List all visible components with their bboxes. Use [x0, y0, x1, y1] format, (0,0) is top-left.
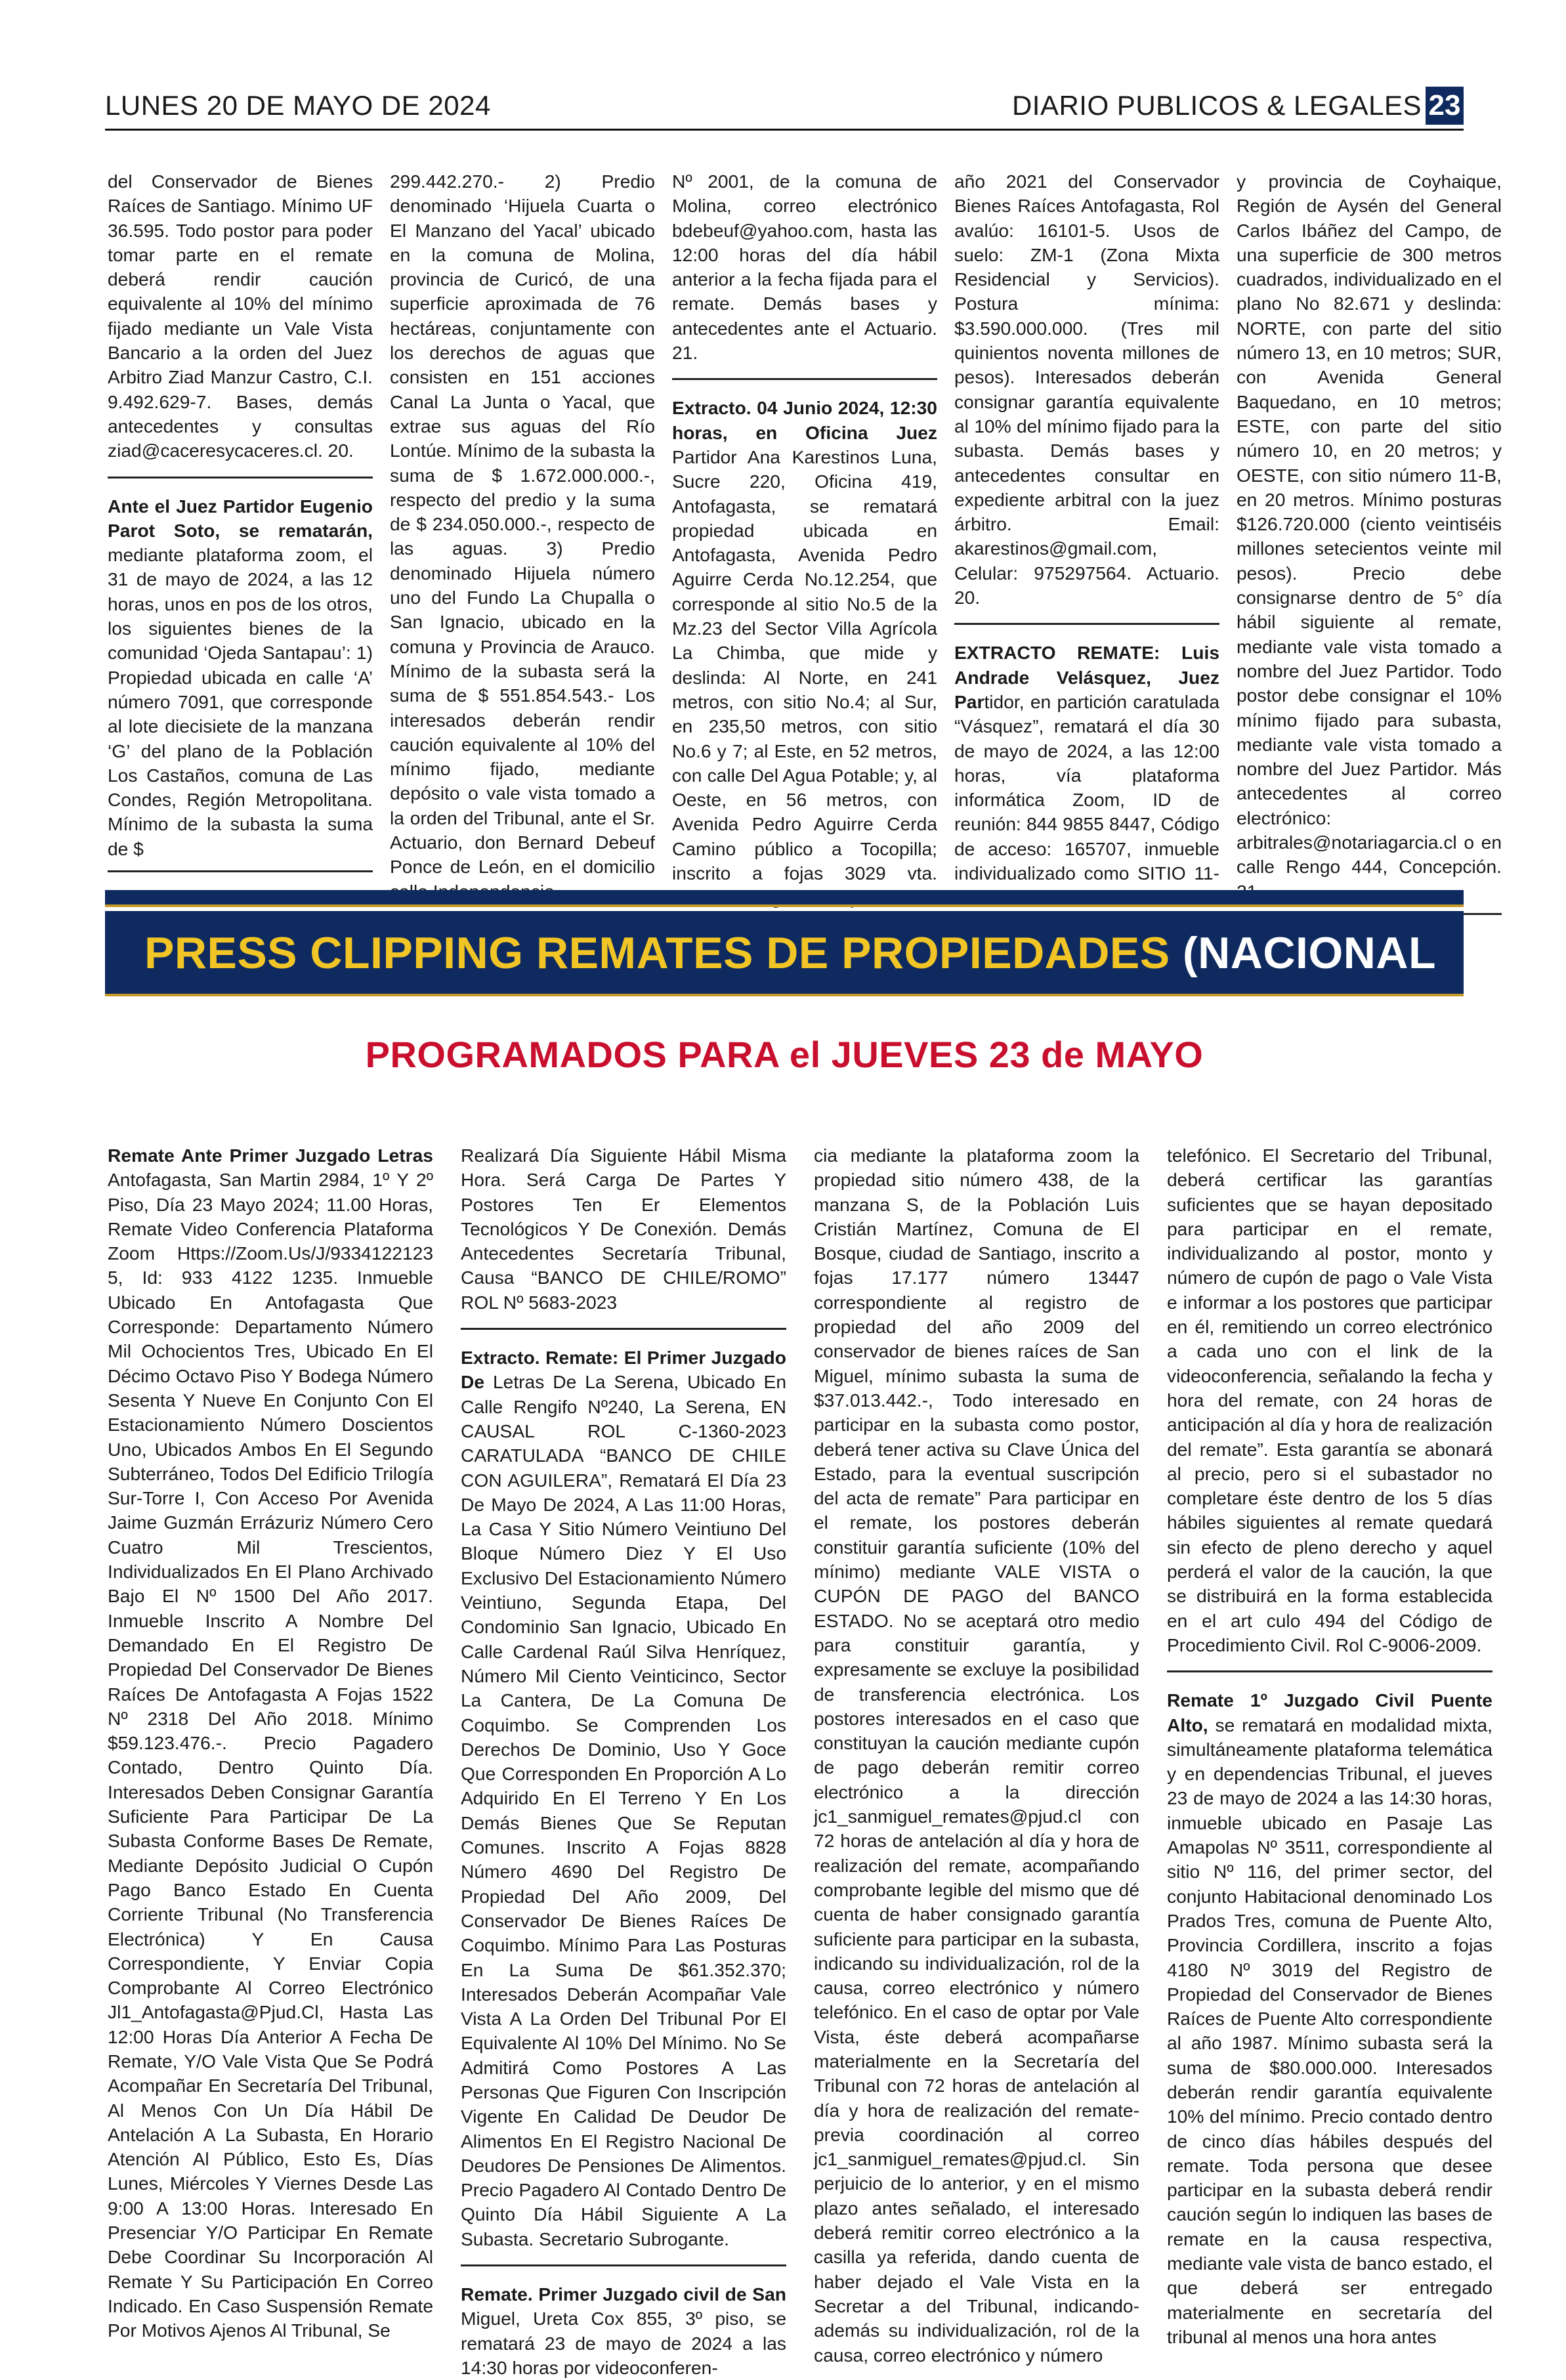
page-header	[105, 87, 1464, 125]
bottom-column-2	[461, 1143, 786, 2380]
notice-heading: Remate. Primer Juzgado civil de San	[461, 2284, 786, 2305]
banner-title	[144, 928, 1436, 978]
notice: Remate. Primer Juzgado civil de San Miguel, Ureta Cox 855, 3º piso, se rematará 23 de mayo de 2024 a las 14:30 horas por videoconferen-	[461, 2284, 786, 2378]
notice: Ante el Juez Partidor Eugenio Parot Soto, se rematarán, mediante plataforma zoom, el 31 de mayo de 2024, a las 12 horas, unos en pos de los otros, los siguientes bienes de la comunidad ‘Ojeda Santapau’: 1) Propiedad ubicada en calle ‘A’ número 7091, que corresponde al lote diecisiete de la manzana ‘G’ del plano de la Población Los Castaños, comuna de Las Condes, Región Metropolitana. Mínimo de la subasta la suma de $	[108, 495, 373, 859]
notice: año 2021 del Conservador Bienes Raíces Antofagasta, Rol avalúo: 16101-5. Usos de suelo: ZM-1 (Zona Mixta Residencial y Servicios). Postura mínima: $3.590.000.000. (Tres mil quinientos noventa millones de pesos). Interesados deberán consignar garantía equivalente al 10% del mínimo fijado para la subasta. Demás bases y antecedentes consultar en expediente arbitral con la juez árbitro. Email: akarestinos@gmail.com, Celular: 975297564. Actuario. 20.	[954, 171, 1219, 608]
notice: del Conservador de Bienes Raíces de Santiago. Mínimo UF 36.595. Todo postor para poder tomar parte en el remate deberá rendir caución equivalente al 10% del mínimo fijado mediante un Vale Vista Bancario a la orden del Juez Arbitro Ziad Manzur Castro, C.I. 9.492.629-7. Bases, demás antecedentes y consultas ziad@caceresycaceres.cl. 20.	[108, 171, 373, 461]
notice-divider	[1167, 1670, 1492, 1672]
bottom-column-1	[108, 1143, 433, 2343]
notice-heading: Extracto. Remate: El Primer Juzgado De	[461, 1347, 786, 1393]
header-date: LUNES 20 DE MAYO DE 2024	[105, 90, 491, 121]
notice-divider	[461, 1328, 786, 1330]
top-column-2	[390, 169, 655, 915]
notice: EXTRACTO REMATE: Luis Andrade Velásquez, Juez Partidor, en partición caratulada “Vásquez”, rematará el día 30 de mayo de 2024, a las 12:00 horas, vía plataforma informática Zoom, ID de reunión: 844 9855 8447, Código de acceso: 165707, inmueble individualizado como SITIO 11-	[954, 642, 1219, 884]
notice: Extracto. Remate: El Primer Juzgado De Letras De La Serena, Ubicado En Calle Rengifo Nº240, La Serena, EN CAUSAL ROL C-1360-2023 CARATULADA “BANCO DE CHILE CON AGUILERA”, Rematará El Día 23 De Mayo De 2024, A Las 11:00 Horas, La Casa Y Sitio Número Veintiuno Del Bloque Número Diez Y El Uso Exclusivo Del Estacionamiento Número Veintiuno, Segunda Etapa, Del Condominio San Ignacio, Ubicado En Calle Cardenal Raúl Silva Henríquez, Número Mil Ciento Veinticinco, Sector La Cantera, De La Comuna De Coquimbo. Se Comprenden Los Derechos De Dominio, Uso Y Goce Que Corresponden En Proporción A Lo Adquirido En El Terreno Y En Los Demás Bienes Que Se Reputan Comunes. Inscrito A Fojas 8828 Número 4690 Del Registro De Propiedad Del Año 2009, Del Conservador De Bienes Raíces De Coquimbo. Mínimo Para Las Posturas En La Suma De $61.352.370; Interesados Deberán Acompañar Vale Vista A La Orden Del Tribunal Por El Equivalente Al 10% Del Mínimo. No Se Admitirá Como Postores A Las Personas Que Figuren Con Inscripción Vigente En Calidad De Deudor De Alimentos En El Registro Nacional De Deudores De Pensiones De Alimentos. Precio Pagadero Al Contado Dentro De Quinto Día Hábil Siguiente A La Subasta. Secretario Subrogante.	[461, 1347, 786, 2249]
notice-heading: EXTRACTO REMATE: Luis Andrade Velásquez, Juez Par	[954, 642, 1219, 712]
notice-divider	[108, 477, 373, 478]
notice-heading: Remate Ante Primer Juzgado Letras	[108, 1145, 433, 1166]
section-banner	[105, 911, 1464, 994]
notice: y provincia de Coyhaique, Región de Aysén del General Carlos Ibáñez del Campo, de una superficie de 300 metros cuadrados, individualizado en el plano No 82.671 y deslinda: NORTE, con parte del sitio número 13, en 10 metros; SUR, con Avenida General Baquedano, en 10 metros; ESTE, con parte del sitio número 10, en 20 metros; y OESTE, con sitio número 11-B, en 20 metros. Mínimo posturas $126.720.000 (ciento veintiséis millones setecientos veinte mil pesos). Precio debe consignarse dentro de 5° día hábil siguiente al remate, mediante vale vista tomado a nombre del Juez Partidor. Todo postor debe consignar el 10% mínimo fijado para subasta, mediante vale vista tomado a nombre del Juez Partidor. Más antecedentes al correo electrónico: arbitrales@notariagarcia.cl o en calle Rengo 444, Concepción.	[1237, 171, 1502, 878]
header-rule	[105, 129, 1464, 131]
notice: Remate Ante Primer Juzgado Letras Antofagasta, San Martin 2984, 1º Y 2º Piso, Día 23 Mayo 2024; 11.00 Horas, Remate Video Conferencia Plataforma Zoom Https://Zoom.Us/J/9334122123 5, Id: 933 4122 1235. Inmueble Ubicado En Antofagasta Que Corresponde: Departamento Número Mil Ochocientos Tres, Ubicado En El Décimo Octavo Piso Y Bodega Número Sesenta Y Nueve En Conjunto Con El Estacionamiento Número Doscientos Uno, Ubicados Ambos En El Segundo Subterráneo, Todos Del Edificio Trilogía Sur-Torre I, Con Acceso Por Avenida Jaime Guzmán Errázuriz Número Cero Cuatro Mil Trescientos, Individualizados En El Plano Archivado Bajo El Nº 1500 Del Año 2017. Inmueble Inscrito A Nombre Del Demandado En El Registro De Propiedad Del Conservador De Bienes Raíces De Antofagasta A Fojas 1522 Nº 2318 Del Año 2018. Mínimo $59.123.476.-. Precio Pagadero Contado, Dentro Quinto Día. Interesados Deben Consignar Garantía Suficiente Para Participar De La Subasta Conforme Bases De Remate, Mediante Depósito Judicial O Cupón Pago Banco Estado En Cuenta Corriente Tribunal (No Transferencia Electrónica) Y En Causa Correspondiente, Y Enviar Copia Comprobante Al Correo Electrónico Jl1_Antofagasta@Pjud.Cl, Hasta Las 12:00 Horas Día Anterior A Fecha De Remate, Y/O Vale Vista Que Se Podrá Acompañar En Secretaría Del Tribunal, Al Menos Con Un Día Hábil De Antelación A La Subasta, En Horario Atención Al Público, Esto Es, Días Lunes, Miércoles Y Viernes Desde Las 9:00 A 13:00 Horas. Interesado En Presenciar Y/O Participar En Remate Debe Coordinar Su Incorporación Al Remate Y Su Participación En Correo Indicado. En Caso Suspensión Remate Por Motivos Ajenos Al Tribunal, Se	[108, 1145, 433, 2341]
column-end-rule	[108, 870, 373, 872]
section-subtitle: PROGRAMADOS PARA el JUEVES 23 de MAYO	[365, 1034, 1204, 1075]
top-column-3	[672, 169, 937, 922]
notice-heading: Remate 1º Juzgado Civil Puente Alto,	[1167, 1689, 1492, 1735]
notice: Nº 2001, de la comuna de Molina, correo electrónico bdebeuf@yahoo.com, hasta las 12:00 horas del día hábil anterior a la fecha fijada para el remate. Demás bases y antecedentes ante el Actuario. 21.	[672, 171, 937, 364]
notice: telefónico. El Secretario del Tribunal, deberá certificar las garantías suficientes que se hayan depositado para participar en el remate, individualizando al postor, monto y número de cupón de pago o Vale Vista e informar a los postores que participar en él, remitiendo un correo electrónico a cada uno con el link de la videoconferencia, señalando la fecha y hora del remate, con 24 horas de anticipación al día y hora de realización del remate”. Esta garantía se abonará al precio, pero si el subastador no completare éste dentro de los 5 días hábiles siguientes al remate quedará sin efecto de pleno derecho y aquel perderá el valor de la caución, la que se distribuirá en la forma establecida en el art culo 494 del Código de Procedimiento Civil. Rol C-9006-2009.	[1167, 1145, 1492, 1655]
banner-gold-line-bottom	[105, 994, 1464, 996]
banner-gold-line	[105, 904, 1464, 907]
top-column-1	[108, 169, 373, 872]
bottom-column-4	[1167, 1143, 1492, 2349]
notice: Remate 1º Juzgado Civil Puente Alto, se rematará en modalidad mixta, simultáneamente plataforma telemática y en dependencias Tribunal, el jueves 23 de mayo de 2024 a las 14:30 horas, inmueble ubicado en Pasaje Las Amapolas Nº 3511, correspondiente al sitio Nº 116, del primer sector, del conjunto Habitacional denominado Los Prados Tres, comuna de Puente Alto, Provincia Cordillera, inscrito a fojas 4180 Nº 3019 del Registro de Propiedad del Conservador de Bienes Raíces de Puente Alto correspondiente al año 1987. Mínimo subasta será la suma de $80.000.000. Interesados deberán rendir garantía equivalente 10% del mínimo. Precio contado dentro de cinco días hábiles después del remate. Toda persona que desee participar en la subasta deberá rendir caución según lo indiquen las bases de remate en la causa respectiva, mediante vale vista de banco estado, el que deberá ser entregado materialmente en secretaría del tribunal al menos una hora antes	[1167, 1689, 1492, 2347]
bottom-column-3	[814, 1143, 1139, 2368]
banner-title-rest: (NACIONAL	[1170, 928, 1437, 978]
notice-divider	[954, 623, 1219, 625]
notice-divider	[672, 378, 937, 380]
notice-heading: Ante el Juez Partidor Eugenio Parot Soto, se rematarán,	[108, 495, 373, 541]
notice-divider	[461, 2264, 786, 2266]
notice: 299.442.270.- 2) Predio denominado ‘Hijuela Cuarta o El Manzano del Yacal’ ubicado en la comuna de Molina, provincia de Curicó, de una superficie aproximada de 76 hectáreas, conjuntamente con los derechos de aguas que consisten en 151 acciones Canal La Junta o Yacal, que extrae sus aguas del Río Lontúe. Mínimo de la subasta la suma de $ 1.672.000.000.-, respecto del predio y la suma de $ 234.050.000.-, respecto de las aguas. 3) Predio denominado Hijuela número uno del Fundo La Chupalla o San Ignacio, ubicado en la comuna y Provincia de Arauco. Mínimo de la subasta será la suma de $ 551.854.543.- Los interesados deberán rendir caución equivalente al 10% del mínimo fijado, mediante depósito o vale vista tomado a la orden del Tribunal, ante el Sr. Actuario, don Bernard Debeuf Ponce de León, en el domicilio	[390, 171, 655, 878]
header-publication: DIARIO PUBLICOS & LEGALES	[1011, 90, 1422, 121]
banner-title-main: PRESS CLIPPING REMATES DE PROPIEDADES	[144, 928, 1170, 978]
notice: Realizará Día Siguiente Hábil Misma Hora. Será Carga De Partes Y Postores Ten Er Elementos Tecnológicos Y De Conexión. Demás Antecedentes Secretaría Tribunal, Causa “BANCO DE CHILE/ROMO” ROL Nº 5683-2023	[461, 1145, 786, 1313]
page-number-badge: 23	[1426, 87, 1464, 125]
top-column-5	[1237, 169, 1502, 915]
notice: cia mediante la plataforma zoom la propiedad sitio número 438, de la manzana S, de la Población Luis Cristián Martínez, Comuna de El Bosque, ciudad de Santiago, inscrito a fojas 17.177 número 13447 correspondiente al registro de propiedad del año 2009 del conservador de bienes raíces de San Miguel, mínimo subasta la suma de $37.013.442.-, Todo interesado en participar en la subasta como postor, deberá tener activa su Clave Única del Estado, para la eventual suscripción del acta de remate” Para participar en el remate, los postores deberán constituir garantía suficiente (10% del mínimo) mediante VALE VISTA o CUPÓN DE PAGO del BANCO ESTADO. No se aceptará otro medio para constituir garantía, y expresamente se excluye la posibilidad de transferencia electrónica. Los postores interesados en el caso que constituyan la caución mediante cupón de pago deberán remitir correo electrónico a la dirección jc1_sanmiguel_remates@pjud.cl con 72 horas de antelación al día y hora de realización del remate, acompañando comprobante legible del mismo que dé cuenta de haber consignado garantía suficiente para participar en la subasta, indicando su individualización, rol de la causa, correo electrónico y número telefónico. En el caso de optar por Vale Vista, éste deberá acompañarse materialmente en la Secretaría del Tribunal con 72 horas de antelación al día y hora de realización del remate- previa coordinación al correo jc1_sanmiguel_remates@pjud.cl. Sin perjuicio de lo anterior, y en el mismo plazo antes señalado, el interesado deberá remitir correo electrónico a la casilla ya referida, dando cuenta de haber dejado el Vale Vista en la Secretar a del Tribunal, indicando- además su individualización, rol de la causa, correo electrónico y número	[814, 1145, 1139, 2366]
banner-top-stripe	[105, 890, 1464, 904]
notice: Extracto. 04 Junio 2024, 12:30 horas, en Oficina Juez Partidor Ana Karestinos Luna, Sucre 220, Oficina 419, Antofagasta, se rematará propiedad ubicada en Antofagasta, Avenida Pedro Aguirre Cerda No.12.254, que corresponde al sitio No.5 de la Mz.23 del Sector Villa Agrícola La Chimba, que mide y deslinda: Al Norte, en 241 metros, con sitio No.4; al Sur, en 235,50 metros, con sitio No.6 y 7; al Este, en 52 metros, con calle Del Agua Potable; y, al Oeste, en 56 metros, con Avenida Pedro Aguirre Cerda Camino público a Tocopilla; inscrito a fojas 3029 vta.	[672, 397, 937, 884]
notice-heading: Extracto. 04 Junio 2024, 12:30 horas, en Oficina Juez	[672, 397, 937, 443]
top-column-4	[954, 169, 1219, 946]
